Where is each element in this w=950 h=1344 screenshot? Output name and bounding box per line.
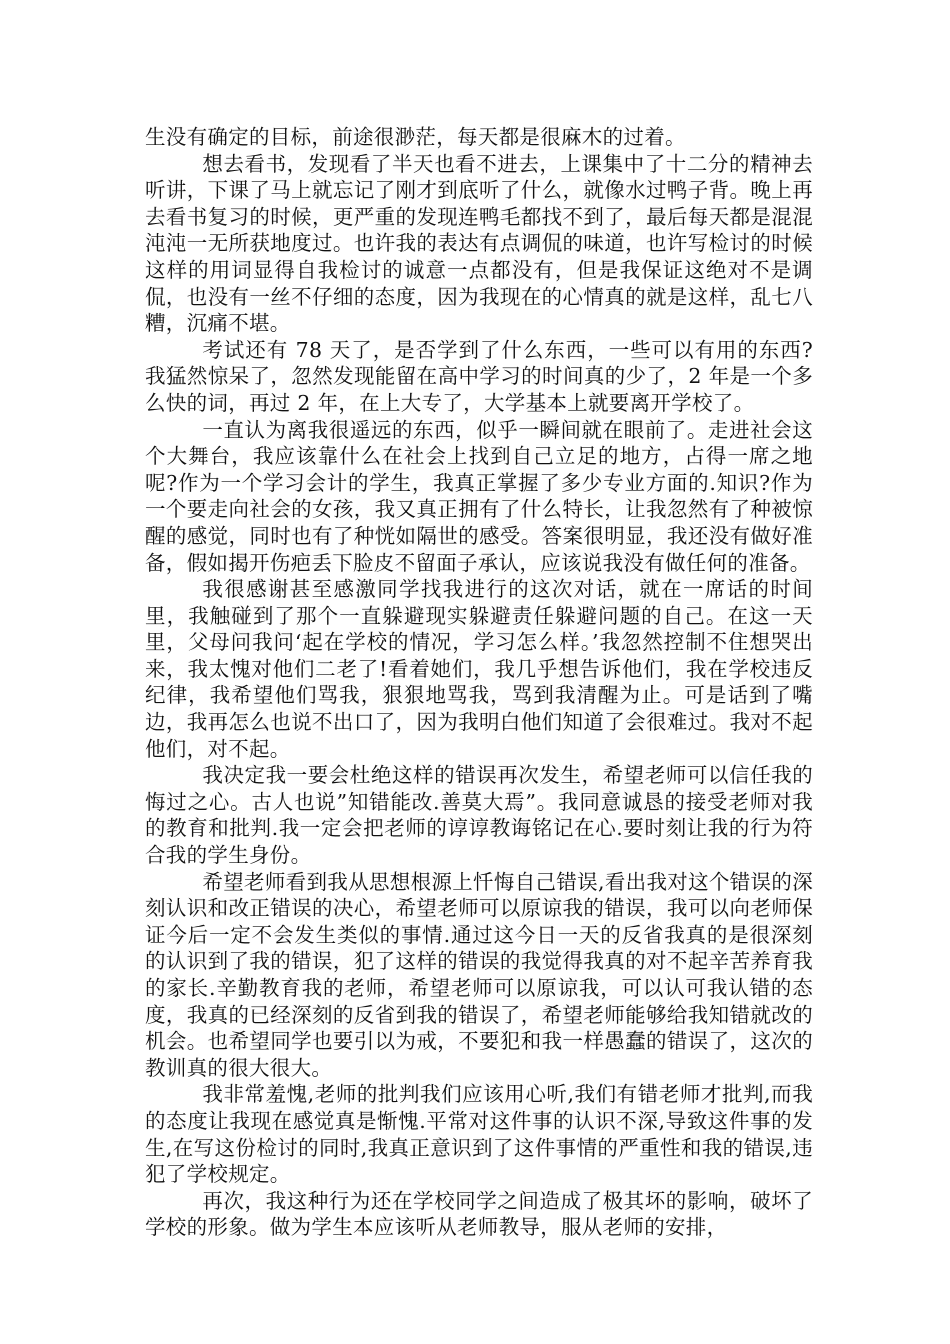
document-page bbox=[145, 124, 813, 1241]
paragraph-2: 想去看书，发现看了半天也看不进去，上课集中了十二分的精神去听讲，下课了马上就忘记了刚才到底听了什么，就像水过鸭子背。晚上再去看书复习的时候，更严重的发现连鸭毛都找不到了，最后每天都是混混沌沌一无所获地度过。也许我的表达有点调侃的味道，也许写检讨的时候这样的用词显得自我检讨的诚意一点都没有，但是我保证这绝对不是调侃，也没有一丝不仔细的态度，因为我现在的心情真的就是这样，乱七八糟，沉痛不堪。 bbox=[145, 151, 813, 336]
paragraph-6: 我决定我一要会杜绝这样的错误再次发生，希望老师可以信任我的悔过之心。古人也说”知错能改.善莫大焉”。我同意诚恳的接受老师对我的教育和批判.我一定会把老师的谆谆教诲铭记在心.要时刻让我的行为符合我的学生身份。 bbox=[145, 763, 813, 868]
paragraph-8: 我非常羞愧,老师的批判我们应该用心听,我们有错老师才批判,而我的态度让我现在感觉真是惭愧.平常对这件事的认识不深,导致这件事的发生,在写这份检讨的同时,我真正意识到了这件事情的严重性和我的错误,违犯了学校规定。 bbox=[145, 1082, 813, 1187]
paragraph-4: 一直认为离我很遥远的东西，似乎一瞬间就在眼前了。走进社会这个大舞台，我应该靠什么在社会上找到自己立足的地方，占得一席之地呢?作为一个学习会计的学生，我真正掌握了多少专业方面的.知识?作为一个要走向社会的女孩，我又真正拥有了什么特长，让我忽然有了种被惊醒的感觉，同时也有了种恍如隔世的感受。答案很明显，我还没有做好准备，假如揭开伤疤丢下脸皮不留面子承认，应该说我没有做任何的准备。 bbox=[145, 417, 813, 575]
paragraph-7: 希望老师看到我从思想根源上忏悔自己错误,看出我对这个错误的深刻认识和改正错误的决心，希望老师可以原谅我的错误，我可以向老师保证今后一定不会发生类似的事情.通过这今日一天的反省我真的是很深刻的认识到了我的错误，犯了这样的错误的我觉得我真的对不起辛苦养育我的家长.辛勤教育我的老师，希望老师可以原谅我，可以认可我认错的态度，我真的已经深刻的反省到我的错误了，希望老师能够给我知错就改的机会。也希望同学也要引以为戒，不要犯和我一样愚蠢的错误了，这次的教训真的很大很大。 bbox=[145, 869, 813, 1080]
paragraph-1: 生没有确定的目标，前途很渺茫，每天都是很麻木的过着。 bbox=[145, 125, 686, 149]
paragraph-9: 再次，我这种行为还在学校同学之间造成了极其坏的影响，破坏了学校的形象。做为学生本应该听从老师教导，服从老师的安排， bbox=[145, 1188, 813, 1240]
paragraph-5: 我很感谢甚至感激同学找我进行的这次对话，就在一席话的时间里，我触碰到了那个一直躲避现实躲避责任躲避问题的自己。在这一天里，父母问我问‘起在学校的情况，学习怎么样。’我忽然控制不住想哭出来，我太愧对他们二老了!看着她们，我几乎想告诉他们，我在学校违反纪律，我希望他们骂我，狠狠地骂我，骂到我清醒为止。可是话到了嘴边，我再怎么也说不出口了，因为我明白他们知道了会很难过。我对不起他们，对不起。 bbox=[145, 577, 813, 761]
paragraph-3: 考试还有 78 天了，是否学到了什么东西，一些可以有用的东西?我猛然惊呆了，忽然发现能留在高中学习的时间真的少了，2 年是一个多么快的词，再过 2 年，在上大专了，大学基本上就要离开学校了。 bbox=[145, 337, 813, 415]
